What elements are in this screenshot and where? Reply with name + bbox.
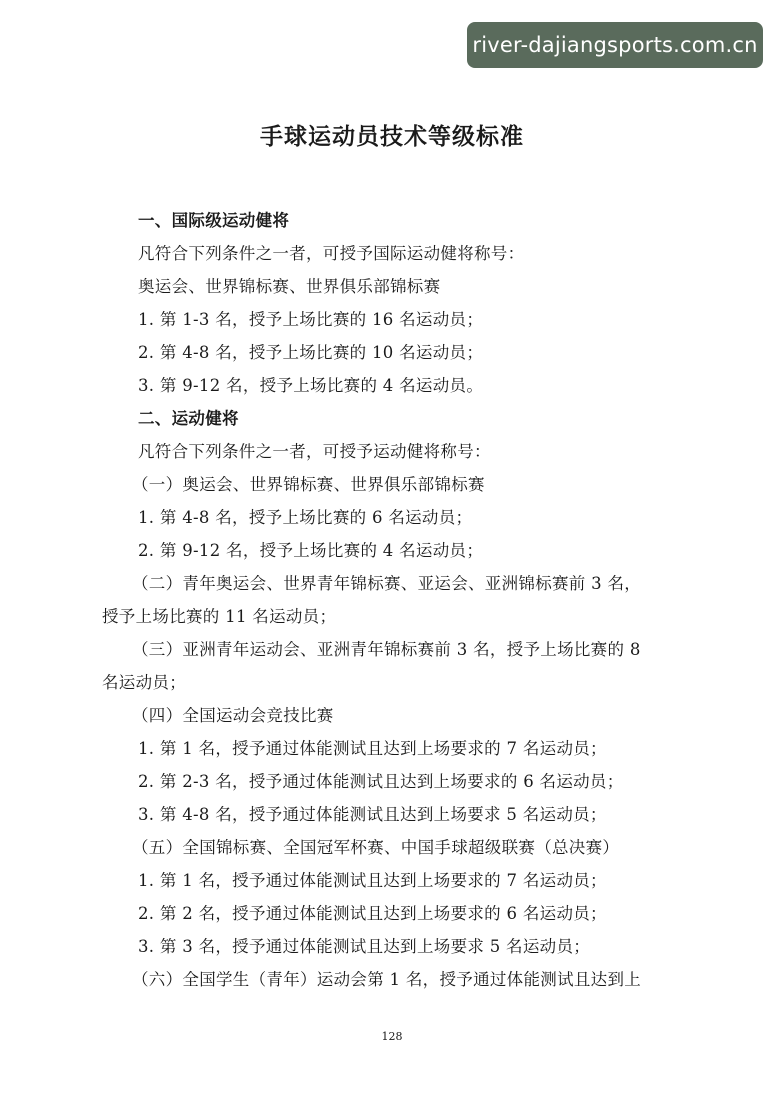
body-line: 名运动员；: [102, 673, 186, 692]
body-line: 3. 第 4-8 名，授予通过体能测试且达到上场要求 5 名运动员；: [138, 805, 607, 824]
body-line: 3. 第 3 名，授予通过体能测试且达到上场要求 5 名运动员；: [138, 937, 591, 956]
body-line: （五）全国锦标赛、全国冠军杯赛、中国手球超级联赛（总决赛）: [132, 838, 620, 857]
body-line: （六）全国学生（青年）运动会第 1 名，授予通过体能测试且达到上: [132, 970, 642, 989]
body-line: 1. 第 4-8 名，授予上场比赛的 6 名运动员；: [138, 508, 473, 527]
body-line: 2. 第 2-3 名，授予通过体能测试且达到上场要求的 6 名运动员；: [138, 772, 624, 791]
body-line: 2. 第 4-8 名，授予上场比赛的 10 名运动员；: [138, 343, 484, 362]
watermark-badge: river-dajiangsports.com.cn: [467, 22, 763, 68]
body-line: 2. 第 9-12 名，授予上场比赛的 4 名运动员；: [138, 541, 484, 560]
body-line: 1. 第 1 名，授予通过体能测试且达到上场要求的 7 名运动员；: [138, 871, 607, 890]
body-line: 授予上场比赛的 11 名运动员；: [102, 607, 337, 626]
body-line: 1. 第 1 名，授予通过体能测试且达到上场要求的 7 名运动员；: [138, 739, 607, 758]
section-heading-master: 二、运动健将: [138, 409, 239, 428]
document-title: 手球运动员技术等级标准: [260, 124, 524, 150]
body-line: （一）奥运会、世界锦标赛、世界俱乐部锦标赛: [132, 475, 485, 494]
body-line: 1. 第 1-3 名，授予上场比赛的 16 名运动员；: [138, 310, 484, 329]
body-line: 凡符合下列条件之一者，可授予国际运动健将称号：: [138, 244, 525, 263]
body-line: 3. 第 9-12 名，授予上场比赛的 4 名运动员。: [138, 376, 484, 395]
page-number: 128: [381, 1030, 403, 1043]
body-line: 2. 第 2 名，授予通过体能测试且达到上场要求的 6 名运动员；: [138, 904, 607, 923]
section-heading-international-master: 一、国际级运动健将: [138, 211, 290, 230]
body-line: 凡符合下列条件之一者，可授予运动健将称号：: [138, 442, 491, 461]
body-line: 奥运会、世界锦标赛、世界俱乐部锦标赛: [138, 277, 441, 296]
body-line: （三）亚洲青年运动会、亚洲青年锦标赛前 3 名，授予上场比赛的 8: [132, 640, 641, 659]
body-line: （四）全国运动会竞技比赛: [132, 706, 334, 725]
body-line: （二）青年奥运会、世界青年锦标赛、亚运会、亚洲锦标赛前 3 名，: [132, 574, 642, 593]
